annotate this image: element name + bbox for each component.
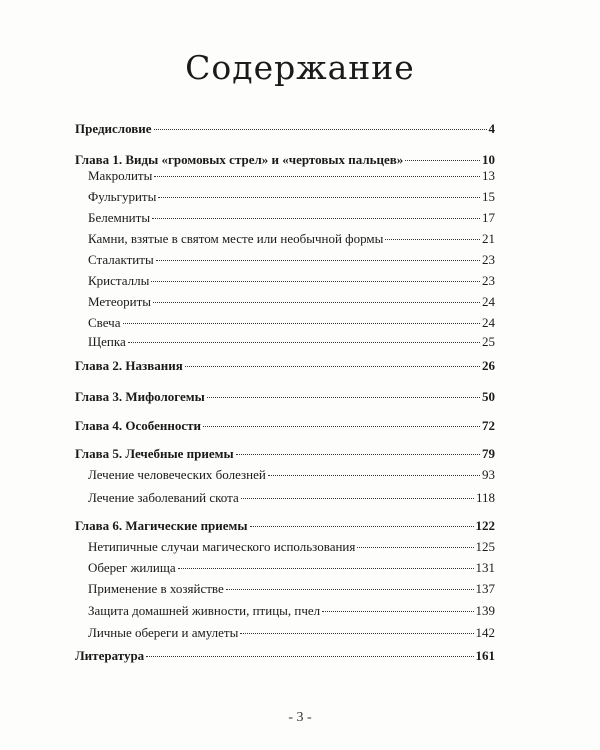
page-title: Содержание	[185, 48, 415, 87]
toc-chapter-entry[interactable]	[75, 518, 495, 534]
toc-entry-page-number: 15	[482, 189, 495, 204]
toc-entry-title: Глава 4. Особенности	[75, 418, 201, 433]
toc-entry-page-number: 72	[482, 418, 495, 433]
dot-leader	[268, 475, 480, 476]
toc-entry-title: Белемниты	[88, 210, 151, 225]
toc-entry-page-number: 26	[482, 358, 495, 373]
dot-leader	[203, 426, 480, 427]
toc-entry-title: Нетипичные случаи магического использования	[88, 539, 356, 554]
toc-section-entry[interactable]	[88, 294, 495, 310]
toc-chapter-entry[interactable]	[75, 446, 495, 462]
toc-section-entry[interactable]	[88, 539, 495, 555]
toc-entry-title: Глава 2. Названия	[75, 358, 183, 373]
toc-entry-title: Свеча	[88, 315, 121, 330]
toc-entry-page-number: 4	[488, 121, 495, 136]
dot-leader	[154, 176, 480, 177]
dot-leader	[250, 526, 474, 527]
toc-section-entry[interactable]	[88, 189, 495, 205]
page-number-footer: - 3 -	[288, 710, 312, 725]
toc-entry-title: Защита домашней живности, птицы, пчел	[88, 603, 321, 618]
toc-entry-page-number: 122	[475, 518, 495, 533]
dot-leader	[385, 239, 480, 240]
toc-section-entry[interactable]	[88, 560, 495, 576]
toc-entry-page-number: 137	[475, 581, 495, 596]
toc-section-entry[interactable]	[88, 168, 495, 184]
toc-chapter-entry[interactable]	[75, 152, 495, 168]
toc-section-entry[interactable]	[88, 603, 495, 619]
toc-entry-page-number: 161	[475, 648, 495, 663]
toc-entry-page-number: 93	[482, 467, 495, 482]
toc-entry-page-number: 23	[482, 273, 495, 288]
toc-entry-page-number: 131	[475, 560, 495, 575]
toc-section-entry[interactable]	[88, 252, 495, 268]
toc-entry-title: Глава 1. Виды «громовых стрел» и «чертовых пальцев»	[75, 152, 404, 167]
toc-section-entry[interactable]	[88, 581, 495, 597]
toc-section-entry[interactable]	[88, 210, 495, 226]
dot-leader	[236, 454, 480, 455]
toc-entry-title: Макролиты	[88, 168, 153, 183]
toc-section-entry[interactable]	[88, 467, 495, 483]
dot-leader	[207, 397, 480, 398]
toc-section-entry[interactable]	[88, 273, 495, 289]
toc-entry-page-number: 50	[482, 389, 495, 404]
toc-entry-title: Камни, взятые в святом месте или необычной формы	[88, 231, 384, 246]
toc-entry-title: Оберег жилища	[88, 560, 176, 575]
dot-leader	[152, 218, 480, 219]
toc-chapter-entry[interactable]	[75, 358, 495, 374]
toc-entry-page-number: 21	[482, 231, 495, 246]
dot-leader	[322, 611, 473, 612]
toc-entry-page-number: 10	[482, 152, 495, 167]
toc-entry-title: Предисловие	[75, 121, 152, 136]
toc-entry-page-number: 24	[482, 315, 495, 330]
toc-chapter-entry[interactable]	[75, 389, 495, 405]
toc-entry-page-number: 142	[475, 625, 495, 640]
toc-entry-page-number: 139	[475, 603, 495, 618]
toc-chapter-entry[interactable]	[75, 121, 495, 137]
toc-entry-title: Литература	[75, 648, 145, 663]
dot-leader	[128, 342, 480, 343]
toc-entry-title: Глава 3. Мифологемы	[75, 389, 205, 404]
dot-leader	[156, 260, 480, 261]
toc-entry-page-number: 13	[482, 168, 495, 183]
toc-entry-page-number: 24	[482, 294, 495, 309]
toc-entry-title: Фульгуриты	[88, 189, 157, 204]
dot-leader	[226, 589, 474, 590]
dot-leader	[178, 568, 474, 569]
toc-entry-page-number: 23	[482, 252, 495, 267]
toc-entry-title: Метеориты	[88, 294, 151, 309]
toc-entry-title: Личные обереги и амулеты	[88, 625, 239, 640]
toc-chapter-entry[interactable]	[75, 648, 495, 664]
toc-section-entry[interactable]	[88, 231, 495, 247]
dot-leader	[241, 498, 474, 499]
toc-section-entry[interactable]	[88, 625, 495, 641]
dot-leader	[146, 656, 473, 657]
toc-entry-page-number: 125	[475, 539, 495, 554]
toc-section-entry[interactable]	[88, 490, 495, 506]
dot-leader	[153, 302, 480, 303]
toc-chapter-entry[interactable]	[75, 418, 495, 434]
toc-entry-title: Сталактиты	[88, 252, 154, 267]
toc-section-entry[interactable]	[88, 334, 495, 350]
toc-entry-title: Лечение заболеваний скота	[88, 490, 239, 505]
dot-leader	[240, 633, 473, 634]
dot-leader	[357, 547, 473, 548]
toc-entry-page-number: 79	[482, 446, 495, 461]
toc-entry-title: Применение в хозяйстве	[88, 581, 224, 596]
toc-entry-title: Лечение человеческих болезней	[88, 467, 266, 482]
toc-entry-page-number: 25	[482, 334, 495, 349]
dot-leader	[158, 197, 480, 198]
dot-leader	[154, 129, 487, 130]
dot-leader	[123, 323, 481, 324]
dot-leader	[151, 281, 480, 282]
toc-entry-title: Кристаллы	[88, 273, 150, 288]
dot-leader	[405, 160, 480, 161]
toc-entry-title: Глава 5. Лечебные приемы	[75, 446, 234, 461]
toc-entry-title: Глава 6. Магические приемы	[75, 518, 248, 533]
toc-section-entry[interactable]	[88, 315, 495, 331]
toc-entry-title: Щепка	[88, 334, 126, 349]
dot-leader	[185, 366, 480, 367]
toc-entry-page-number: 17	[482, 210, 495, 225]
toc-entry-page-number: 118	[475, 490, 495, 505]
